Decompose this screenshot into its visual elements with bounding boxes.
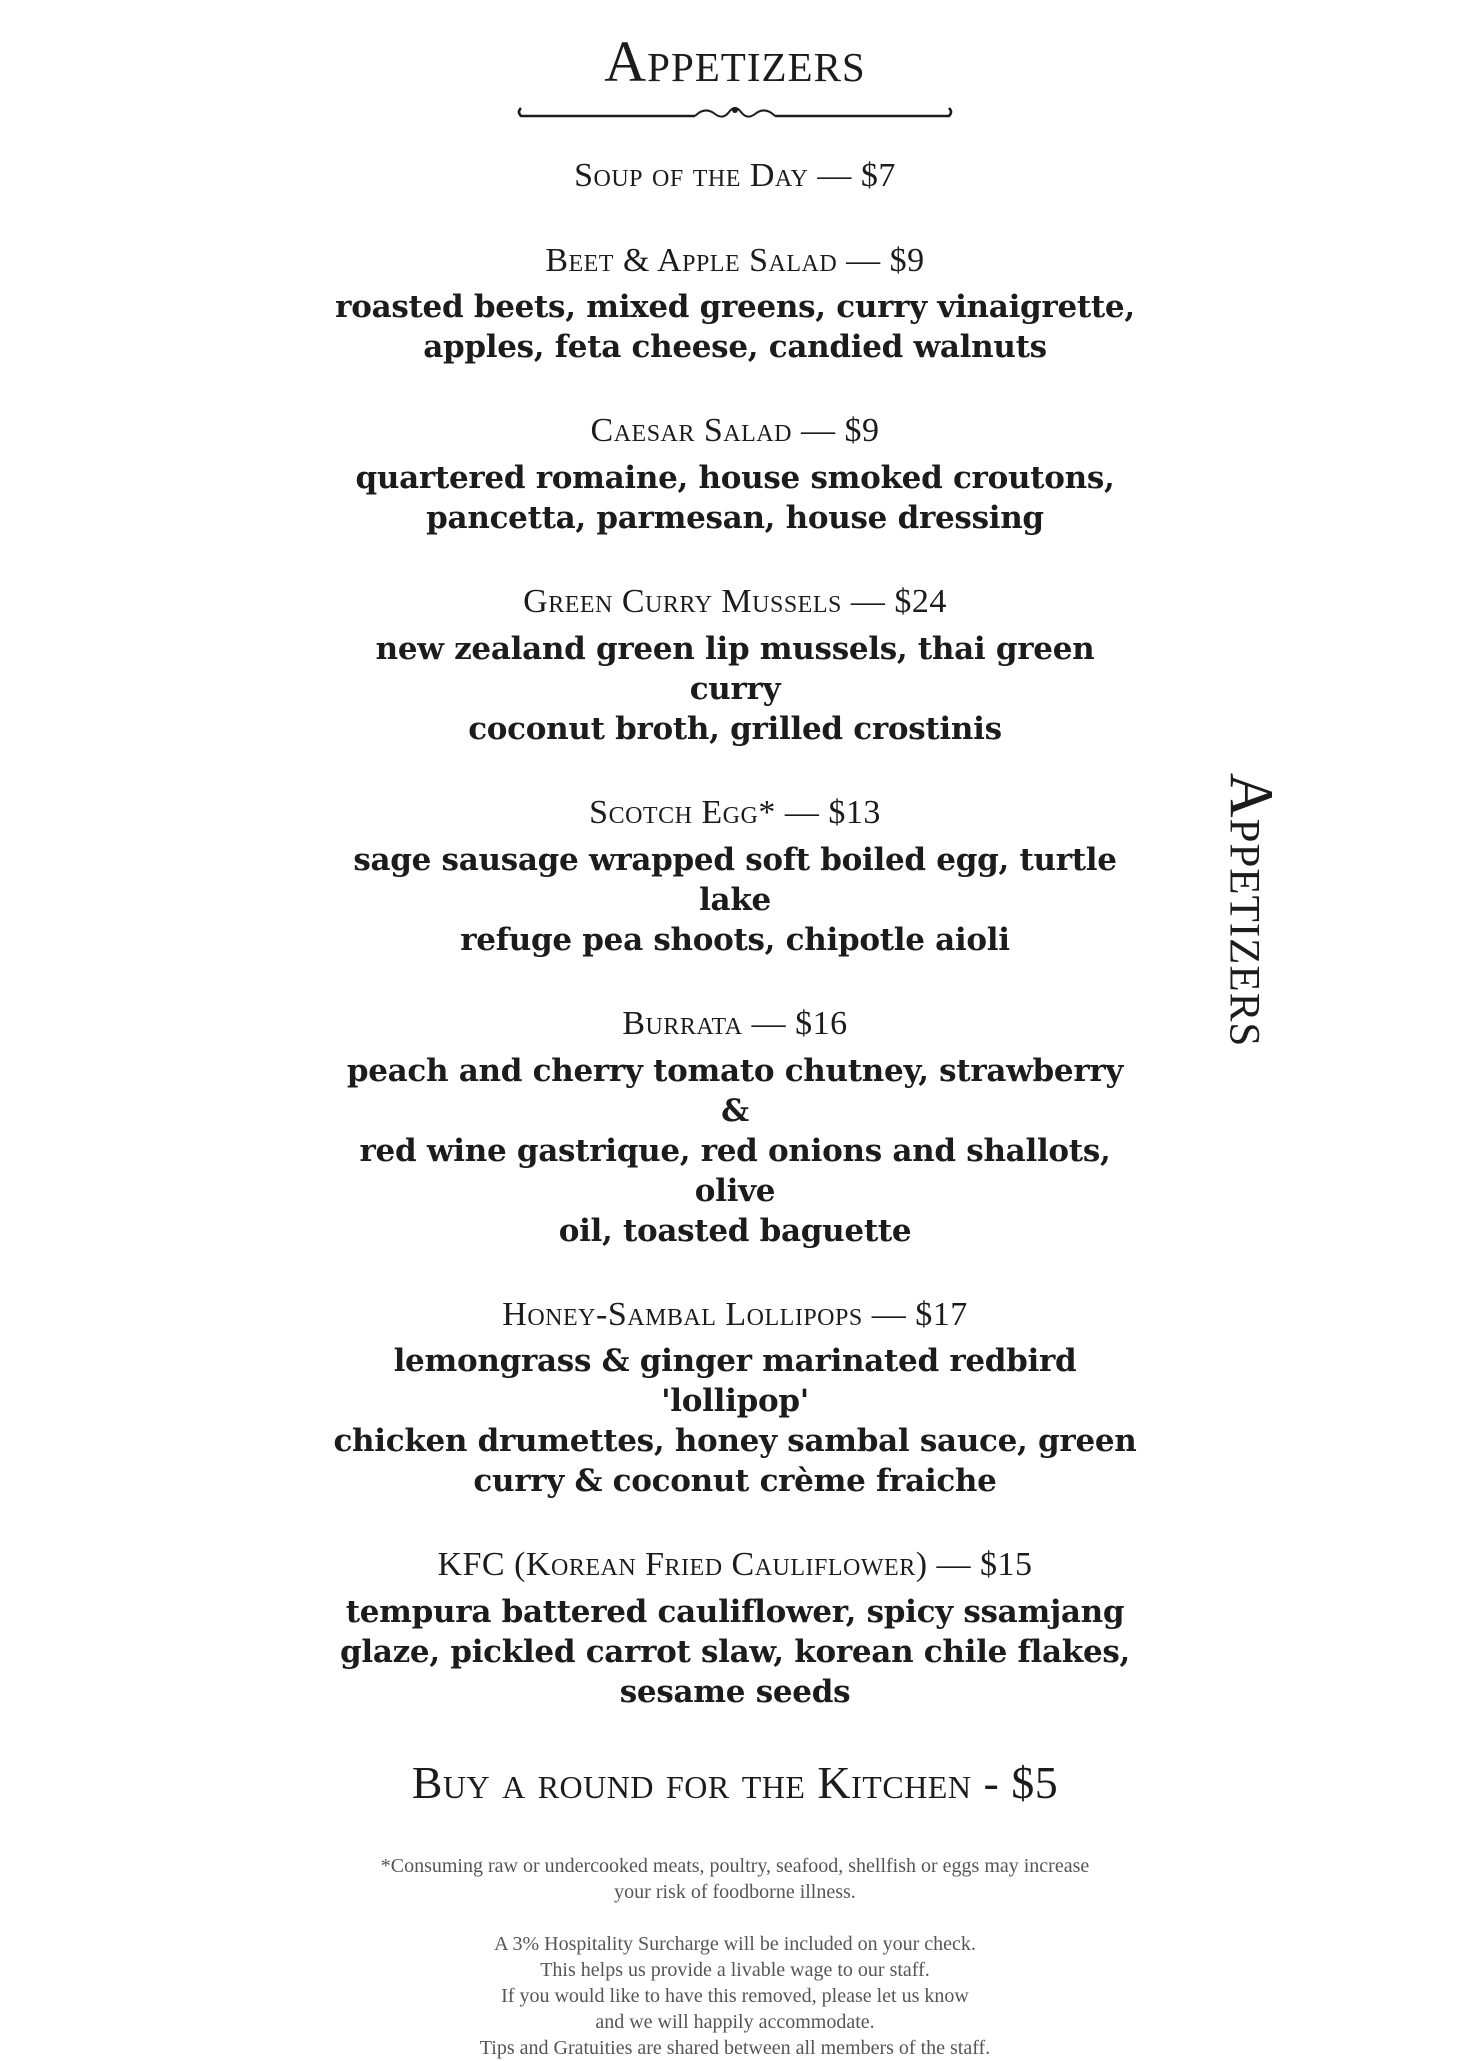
surcharge-note: A 3% Hospitality Surcharge will be included on your check. This helps us provide a livable wage to our staff. If you would like to have this removed, please let us know and we will happily accommodate. Tips and Gratuities are shared between all members of the staff. — [479, 1933, 991, 2060]
menu-item-description: sage sausage wrapped soft boiled egg, turtle lake refuge pea shoots, chipotle aioli — [353, 841, 1117, 958]
menu-item-name: KFC (Korean Fried Cauliflower) — $15 — [437, 1546, 1033, 1584]
menu-item-name: Green Curry Mussels — $24 — [523, 583, 947, 621]
menu-item — [330, 793, 1140, 960]
menu-item-description: peach and cherry tomato chutney, strawberry & red wine gastrique, red onions and shallots, olive oil, toasted baguette — [346, 1052, 1124, 1249]
menu-item — [330, 411, 1140, 538]
menu-item — [330, 1295, 1140, 1502]
menu-item-name: Honey-Sambal Lollipops — $17 — [502, 1295, 968, 1333]
menu-item-name: Caesar Salad — $9 — [590, 412, 880, 450]
menu-page — [330, 30, 1140, 2061]
menu-item — [330, 156, 1140, 197]
menu-item-name: Beet & Apple Salad — $9 — [545, 241, 925, 279]
menu-item-name: Scotch Egg* — $13 — [589, 793, 881, 831]
menu-item — [330, 582, 1140, 749]
menu-item-description: tempura battered cauliflower, spicy ssamjang glaze, pickled carrot slaw, korean chile flakes, sesame seeds — [339, 1594, 1131, 1711]
menu-item-description: roasted beets, mixed greens, curry vinaigrette, apples, feta cheese, candied walnuts — [335, 289, 1135, 366]
menu-item-description: lemongrass & ginger marinated redbird 'lollipop' chicken drumettes, honey sambal sauce, green curry & coconut crème fraiche — [333, 1343, 1137, 1500]
side-section-label: Appetizers — [1216, 772, 1285, 1048]
raw-food-disclaimer: *Consuming raw or undercooked meats, poultry, seafood, shellfish or eggs may increase your risk of foodborne illness. — [380, 1855, 1090, 1904]
menu-item-description: quartered romaine, house smoked croutons, pancetta, parmesan, house dressing — [355, 460, 1115, 537]
page-title: Appetizers — [604, 29, 866, 94]
menu-item-description: new zealand green lip mussels, thai green curry coconut broth, grilled crostinis — [375, 630, 1095, 747]
kitchen-round-offer: Buy a round for the Kitchen - $5 — [411, 1757, 1059, 1809]
menu-item — [330, 1004, 1140, 1251]
ornament-divider-icon — [515, 98, 955, 126]
menu-item — [330, 1545, 1140, 1712]
menu-item-name: Burrata — $16 — [622, 1004, 848, 1042]
menu-item-name: Soup of the Day — $7 — [574, 156, 896, 194]
menu-item — [330, 241, 1140, 368]
